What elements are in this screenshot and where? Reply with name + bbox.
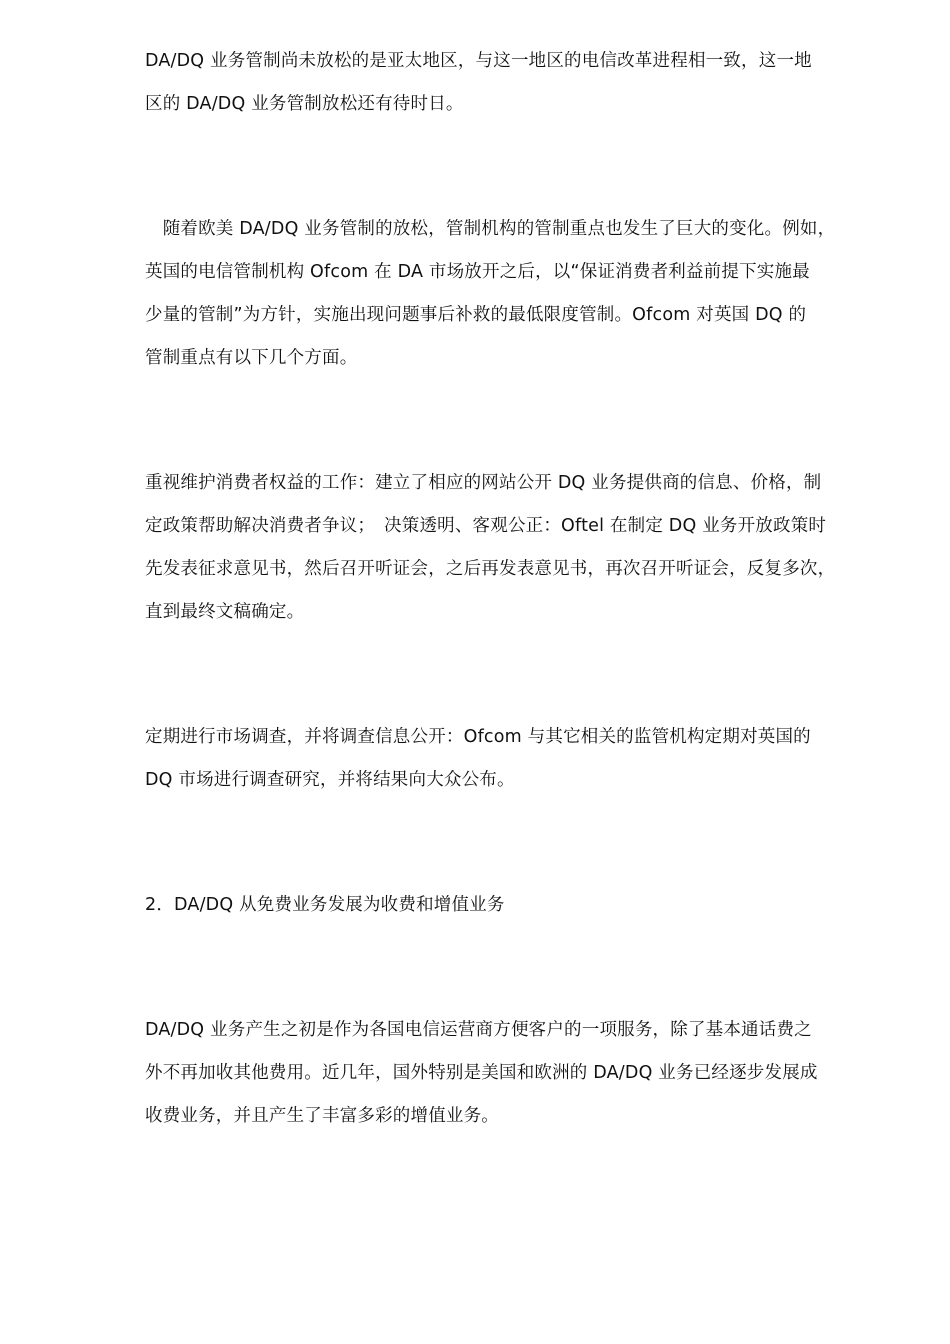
text-line: 先发表征求意见书，然后召开听证会，之后再发表意见书，再次召开听证会，反复多次， [145, 559, 836, 579]
paragraph-paid-services [145, 1009, 905, 1138]
text-line: 定政策帮助解决消费者争议； 决策透明、客观公正：Oftel 在制定 DQ 业务开放政策时 [145, 516, 827, 536]
text-line: DQ 市场进行调查研究，并将结果向大众公布。 [145, 770, 515, 790]
paragraph-consumer-rights [145, 462, 905, 634]
text-line: 收费业务，并且产生了丰富多彩的增值业务。 [145, 1106, 499, 1126]
text-line: 英国的电信管制机构 Ofcom 在 DA 市场放开之后，以“保证消费者利益前提下实施最 [145, 262, 810, 282]
text-line: 少量的管制”为方针，实施出现问题事后补救的最低限度管制。Ofcom 对英国 DQ 的 [145, 305, 807, 325]
text-line: 2．DA/DQ 从免费业务发展为收费和增值业务 [145, 895, 505, 915]
text-line: 外不再加收其他费用。近几年，国外特别是美国和欧洲的 DA/DQ 业务已经逐步发展成 [145, 1063, 818, 1083]
paragraph-market-survey [145, 716, 905, 802]
text-line: 管制重点有以下几个方面。 [145, 348, 358, 368]
section-heading [145, 884, 905, 927]
text-line: 定期进行市场调查，并将调查信息公开：Ofcom 与其它相关的监管机构定期对英国的 [145, 727, 811, 747]
paragraph-asia-pacific [145, 40, 905, 126]
text-line: 重视维护消费者权益的工作：建立了相应的网站公开 DQ 业务提供商的信息、价格，制 [145, 473, 822, 493]
text-line: DA/DQ 业务管制尚未放松的是亚太地区，与这一地区的电信改革进程相一致，这一地 [145, 51, 812, 71]
text-line: 直到最终文稿确定。 [145, 602, 305, 622]
text-line: 随着欧美 DA/DQ 业务管制的放松，管制机构的管制重点也发生了巨大的变化。例如， [145, 219, 836, 239]
text-line: 区的 DA/DQ 业务管制放松还有待时日。 [145, 94, 464, 114]
paragraph-ofcom-regulation [145, 208, 905, 380]
text-line: DA/DQ 业务产生之初是作为各国电信运营商方便客户的一项服务，除了基本通话费之 [145, 1020, 812, 1040]
